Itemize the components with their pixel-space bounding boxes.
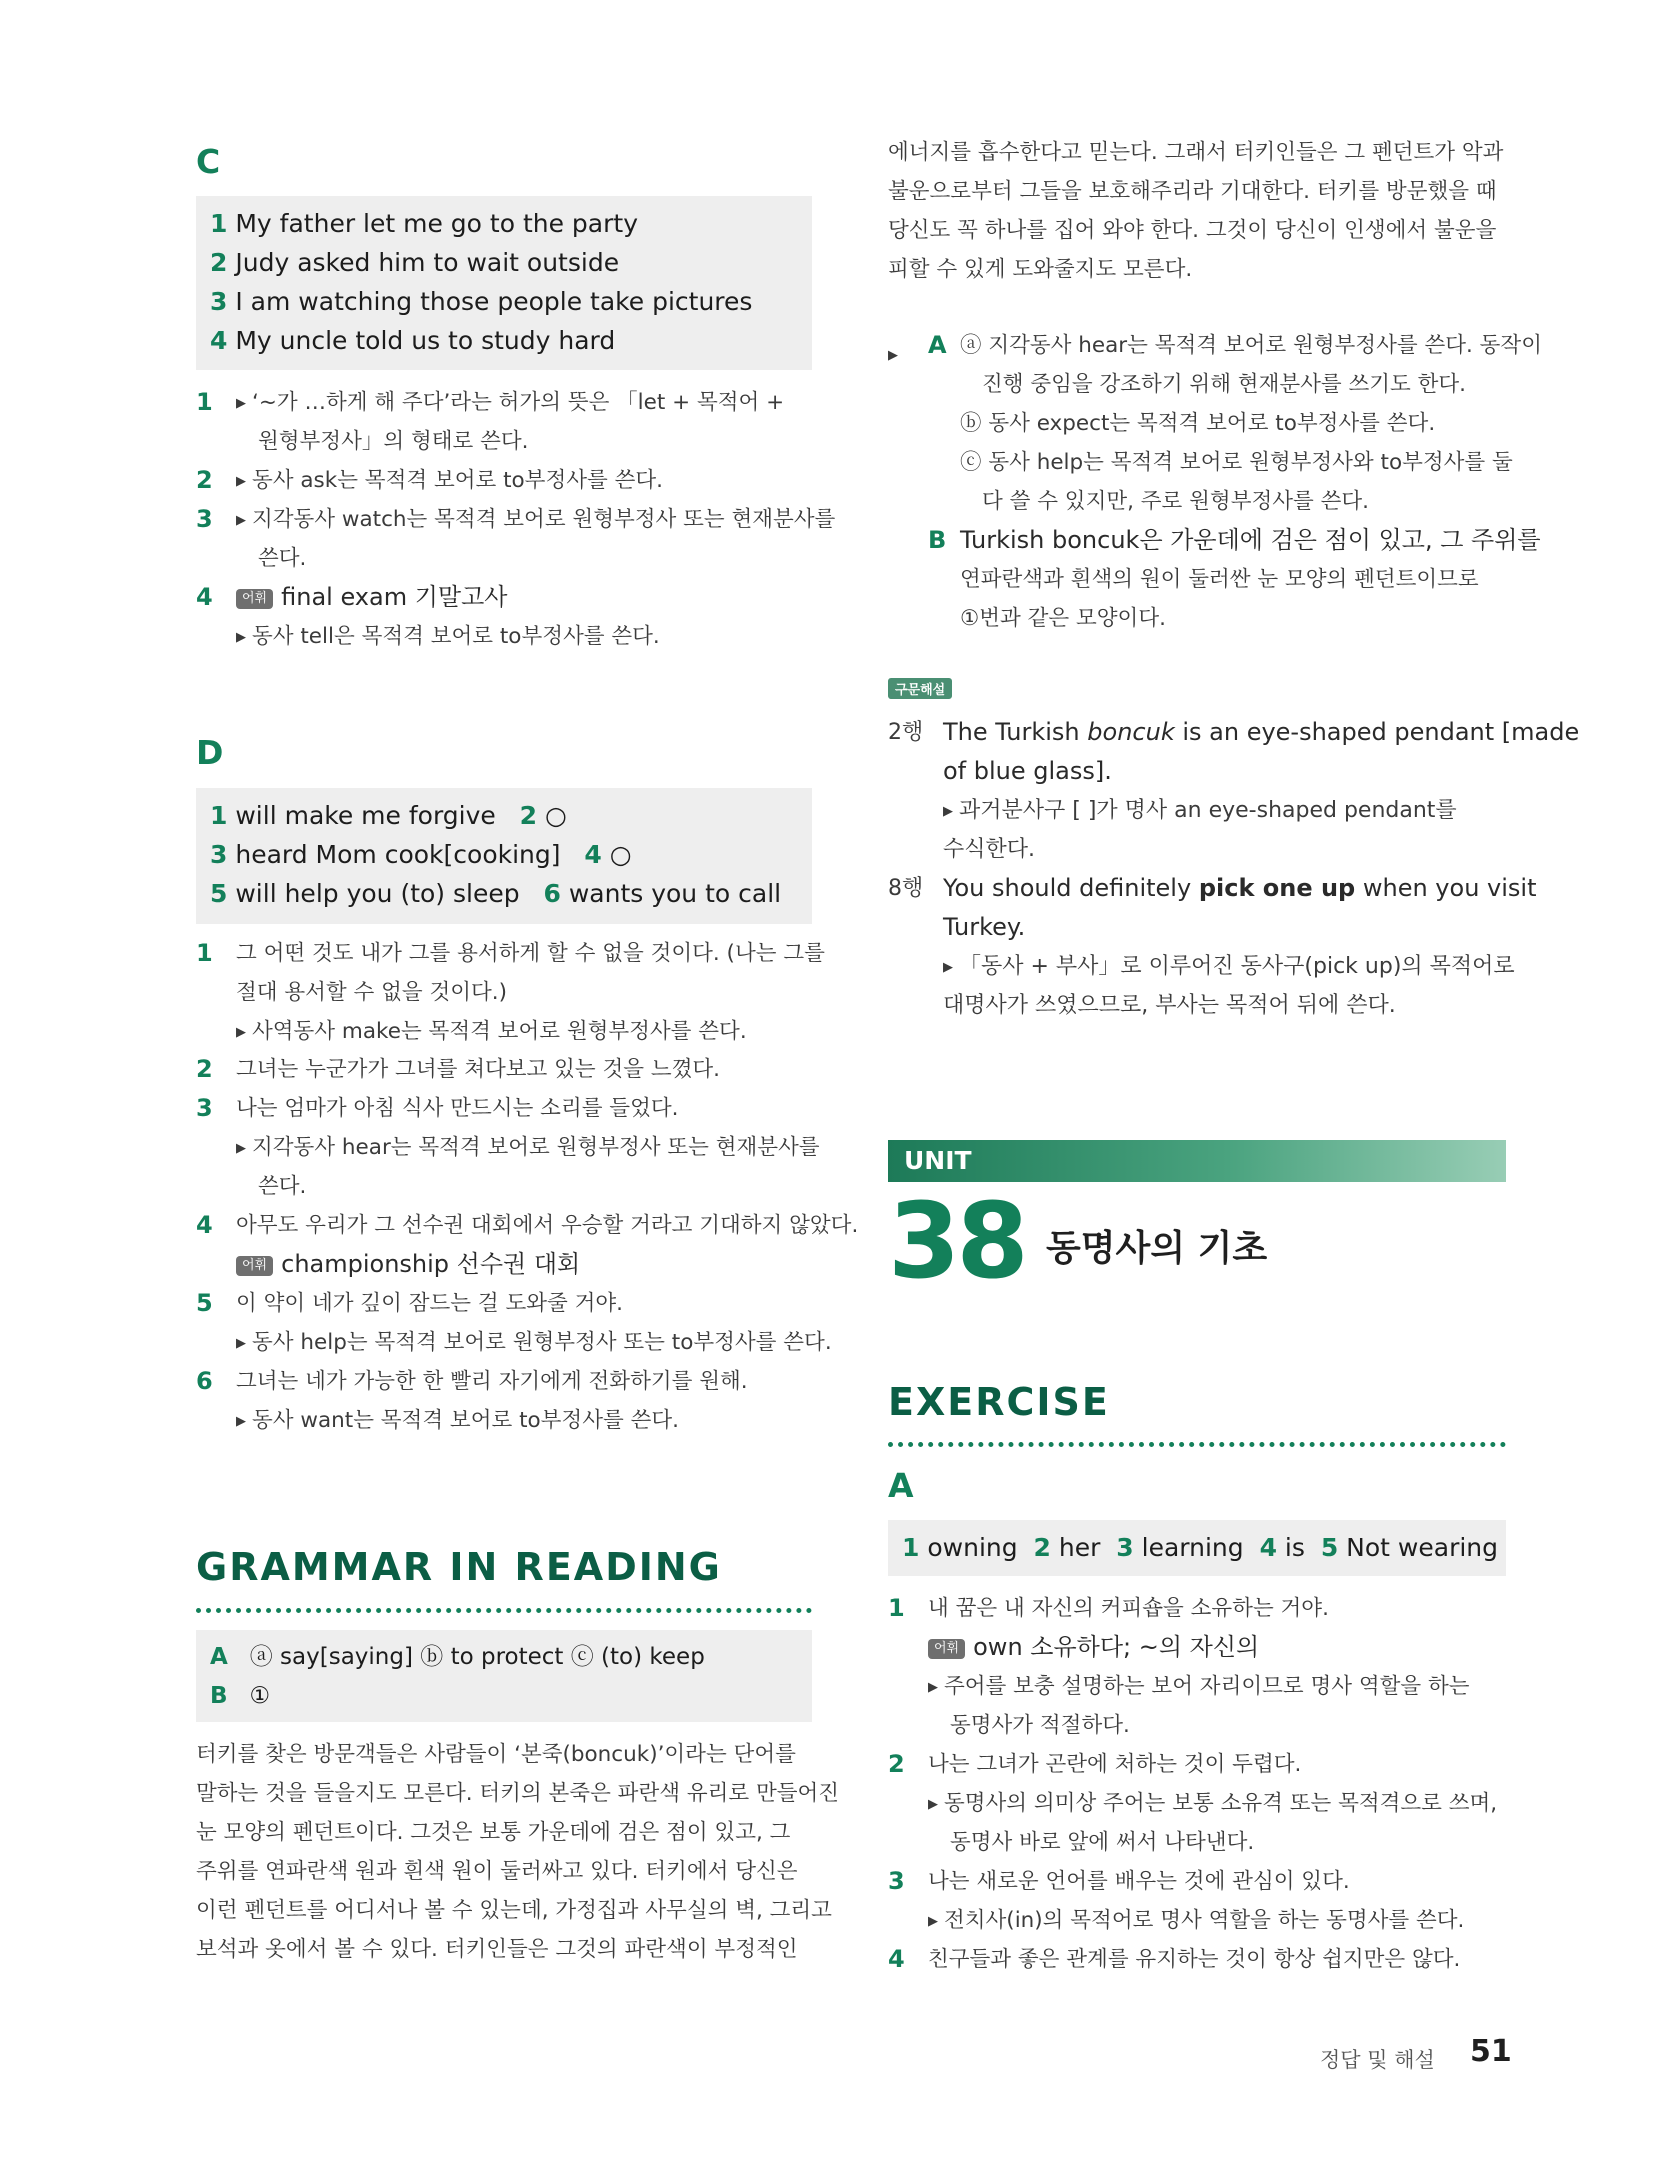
answer-line: B ① (210, 1683, 271, 1709)
d-item-3: 3 나는 엄마가 아침 식사 만드시는 소리를 들었다. ▶ 지각동사 hear는 목적격 보어로 원형부정사 또는 현재분사를 쓴다. (196, 1094, 820, 1199)
exercise-title: EXERCISE (888, 1380, 1110, 1424)
d-item-6: 6 그녀는 네가 가능한 한 빨리 자기에게 전화하기를 원해. ▶ 동사 want는 목적격 보어로 to부정사를 쓴다. (196, 1362, 826, 1442)
answer-line: 3 heard Mom cook[cooking] 4 ○ (210, 840, 632, 869)
ex-item-1: 1 내 꿈은 내 자신의 커피숍을 소유하는 거야. 어휘 own 소유하다; ~의 자신의 ▶ 주어를 보충 설명하는 보어 자리이므로 명사 역할을 하는 동명사가 적절하다. (888, 1594, 1470, 1738)
d-item-5: 5 이 약이 네가 깊이 잠드는 걸 도와줄 거야. ▶ 동사 help는 목적격 보어로 원형부정사 또는 to부정사를 쓴다. (196, 1284, 826, 1364)
gumun-line-8: 8행 You should definitely pick one up when you visit Turkey. ▶ 「동사 + 부사」로 이루어진 동사구(pick up)의 목적어로 대명사가 쓰였으므로, 부사는 목적어 뒤에 쓴다. (888, 874, 1537, 1018)
c-item-1: 1 ▶ ‘~가 …하게 해 주다’라는 허가의 뜻은 「let + 목적어 + 원형부정사」의 형태로 쓴다. (196, 383, 816, 463)
reading-explanation: ▶ A ⓐ 지각동사 hear는 목적격 보어로 원형부정사를 쓴다. 동작이 진행 중임을 강조하기 위해 현재분사를 쓰기도 한다. ⓑ 동사 expect는 목적격 보어로 to부정사를 쓴다. ⓒ 동사 help는 목적격 보어로 원형부정사와 to부정사를 둘 다 쓸 수 있지만, 주로 원형부정사를 쓴다. B Turkish boncuk은 가운데에 검은 점이 있고, 그 주위를 연파란색과 흰색의 원이 둘러싼 눈 모양의 펜던트이므로 ①번과 같은 모양이다. (888, 331, 1542, 631)
vocab-badge: 어휘 (236, 1256, 273, 1276)
d-item-1: 1 그 어떤 것도 내가 그를 용서하게 할 수 없을 것이다. (나는 그를 절대 용서할 수 없을 것이다.) ▶ 사역동사 make는 목적격 보어로 원형부정사를 쓴다. (196, 934, 826, 1052)
dotted-divider (888, 1442, 1506, 1447)
arrow-icon: ▶ (928, 1680, 938, 1695)
unit-label: UNIT (904, 1146, 972, 1175)
d-item-2: 2 그녀는 누군가가 그녀를 쳐다보고 있는 것을 느꼈다. (196, 1055, 720, 1083)
dotted-divider (196, 1608, 812, 1613)
reading-answer-box (196, 1630, 812, 1722)
answer-line: 5 will help you (to) sleep 6 wants you to call (210, 879, 782, 908)
ex-item-4: 4 친구들과 좋은 관계를 유지하는 것이 항상 쉽지만은 않다. (888, 1945, 1461, 1973)
arrow-icon: ▶ (928, 1914, 938, 1929)
reading-translation-cont: 에너지를 흡수한다고 믿는다. 그래서 터키인들은 그 펜던트가 악과 불운으로부터 그들을 보호해주리라 기대한다. 터키를 방문했을 때 당신도 꼭 하나를 집어 와야 한다. 그것이 당신이 인생에서 불운을 피할 수 있게 도와줄지도 모른다. (888, 140, 1504, 282)
exercise-a-letter: A (888, 1466, 914, 1505)
c-item-3: 3 ▶ 지각동사 watch는 목적격 보어로 원형부정사 또는 현재분사를 쓴다. (196, 500, 816, 580)
exercise-answer-box (888, 1520, 1506, 1576)
c-item-4: 4 어휘 final exam 기말고사 ▶ 동사 tell은 목적격 보어로 to부정사를 쓴다. (196, 578, 816, 658)
vocab-badge: 어휘 (236, 589, 273, 609)
section-c-letter: C (196, 142, 221, 181)
answer-line: 1 will make me forgive 2 ○ (210, 801, 567, 830)
gumun-line-2: 2행 The Turkish boncuk is an eye-shaped pendant [made of blue glass]. ▶ 과거분사구 [ ]가 명사 an eye-shaped pendant를 수식한다. (888, 718, 1580, 862)
gumun-badge: 구문해설 (888, 678, 952, 699)
arrow-icon: ▶ (236, 513, 246, 528)
explanation-note-cont: 원형부정사」의 형태로 쓴다. (258, 429, 529, 454)
arrow-icon: ▶ (236, 1025, 246, 1040)
arrow-icon: ▶ (943, 804, 953, 819)
arrow-icon: ▶ (928, 1797, 938, 1812)
unit-title: 동명사의 기초 (1046, 1228, 1268, 1269)
vocab-badge: 어휘 (928, 1639, 965, 1659)
page-number: 51 (1470, 2034, 1512, 2069)
arrow-icon: ▶ (236, 630, 246, 645)
section-c-answer-box (196, 196, 812, 370)
answer-line: 1 owning 2 her 3 learning 4 is 5 Not wearing (902, 1533, 1499, 1562)
ex-item-3: 3 나는 새로운 언어를 배우는 것에 관심이 있다. ▶ 전치사(in)의 목적어로 명사 역할을 하는 동명사를 쓴다. (888, 1862, 1518, 1942)
arrow-icon: ▶ (236, 1141, 246, 1156)
unit-number: 38 (888, 1180, 1025, 1302)
answer-line: A ⓐ say[saying] ⓑ to protect ⓒ (to) keep (210, 1644, 705, 1670)
answer-line: 2 Judy asked him to wait outside (210, 248, 620, 277)
section-d-answer-box (196, 788, 812, 924)
answer-line: 3 I am watching those people take pictures (210, 287, 753, 316)
footer-label: 정답 및 해설 (1320, 2048, 1435, 2072)
d-item-4: 4 아무도 우리가 그 선수권 대회에서 우승할 거라고 기대하지 않았다. 어휘 championship 선수권 대회 (196, 1211, 859, 1278)
arrow-icon: ▶ (236, 1336, 246, 1351)
unit-banner (888, 1140, 1506, 1182)
grammar-in-reading-title: GRAMMAR IN READING (196, 1545, 722, 1589)
explanation-note: ▶ ‘~가 …하게 해 주다’라는 허가의 뜻은 「let + 목적어 + (236, 383, 784, 422)
arrow-icon: ▶ (888, 348, 898, 363)
arrow-icon: ▶ (943, 960, 953, 975)
answer-line: 1 My father let me go to the party (210, 209, 638, 238)
c-item-2: 2 ▶ 동사 ask는 목적격 보어로 to부정사를 쓴다. (196, 461, 816, 501)
ex-item-2: 2 나는 그녀가 곤란에 처하는 것이 두렵다. ▶ 동명사의 의미상 주어는 보통 소유격 또는 목적격으로 쓰며, 동명사 바로 앞에 써서 나타낸다. (888, 1750, 1498, 1855)
arrow-icon: ▶ (236, 474, 246, 489)
reading-translation: 터키를 찾은 방문객들은 사람들이 ‘본죽(boncuk)’이라는 단어를 말하는 것을 들을지도 모른다. 터키의 본죽은 파란색 유리로 만들어진 눈 모양의 펜던트이다. 그것은 보통 가운데에 검은 점이 있고, 그 주위를 연파란색 원과 흰색 원이 둘러싸고 있다. 터키에서 당신은 이런 펜던트를 어디서나 볼 수 있는데, 가정집과 사무실의 벽, 그리고 보석과 옷에서 볼 수 있다. 터키인들은 그것의 파란색이 부정적인 (196, 1742, 840, 1962)
section-d-letter: D (196, 733, 224, 772)
arrow-icon: ▶ (236, 1414, 246, 1429)
arrow-icon: ▶ (236, 396, 246, 411)
answer-line: 4 My uncle told us to study hard (210, 326, 616, 355)
